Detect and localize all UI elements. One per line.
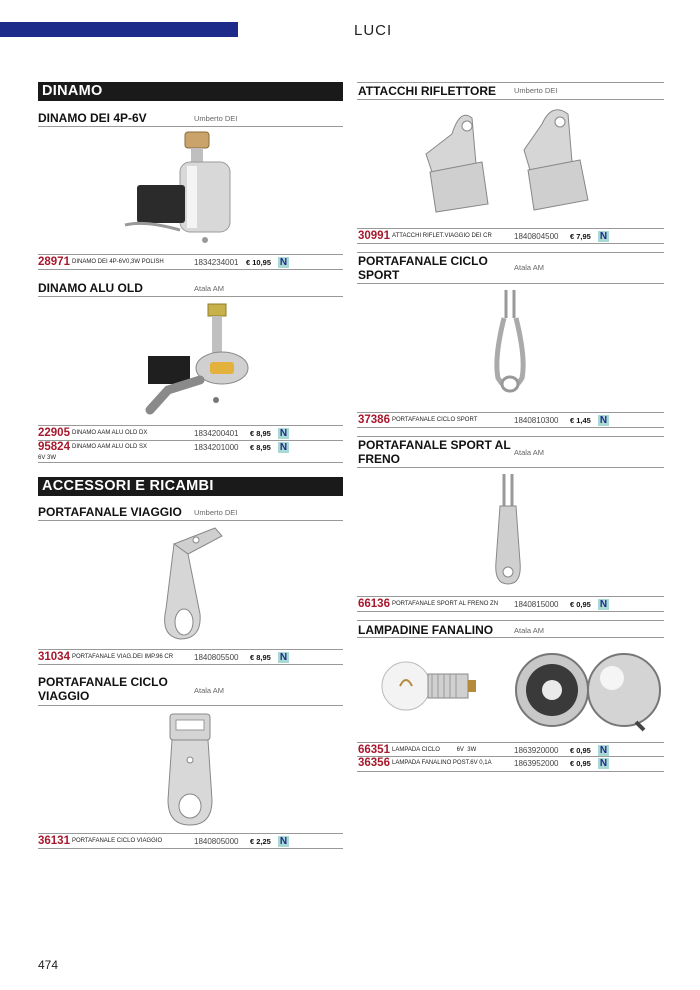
divider [38, 254, 343, 255]
product-price: € 7,95 [570, 232, 591, 241]
product-note: 6V 3W [38, 455, 57, 461]
product-ean: 1863920000 [514, 746, 559, 755]
product-ean: 1840810300 [514, 416, 559, 425]
dinamo-alu-image [140, 300, 250, 418]
divider [357, 620, 664, 621]
product-description: PORTAFANALE CICLO VIAGGIO [72, 838, 163, 844]
product-title: PORTAFANALE VIAGGIO [38, 505, 182, 519]
divider [357, 228, 664, 229]
product-code: 66136 [358, 598, 390, 610]
divider [357, 412, 664, 413]
product-code: 22905 [38, 427, 70, 439]
divider [38, 269, 343, 270]
product-brand: Atala AM [514, 263, 545, 272]
product-title-line-2: VIAGGIO [38, 689, 90, 703]
product-ean: 1840804500 [514, 232, 559, 241]
product-brand: Atala AM [194, 284, 225, 293]
new-badge: N [599, 758, 608, 769]
divider [357, 252, 664, 253]
product-ean: 1834201000 [194, 443, 239, 452]
product-price: € 0,95 [570, 600, 591, 609]
product-description: PORTAFANALE CICLO SPORT [392, 417, 478, 423]
product-code: 37386 [358, 414, 390, 426]
dinamo-dei-image [125, 130, 245, 245]
page-number: 474 [38, 958, 59, 972]
divider [357, 243, 664, 244]
product-description: DINAMO AAM ALU OLD SX [72, 444, 148, 450]
portafanale-ciclo-viaggio-image [160, 710, 220, 830]
divider [38, 440, 343, 441]
divider [357, 467, 664, 468]
divider [357, 436, 664, 437]
divider [357, 742, 664, 743]
divider [38, 664, 343, 665]
product-title: ATTACCHI RIFLETTORE [358, 84, 496, 98]
new-badge: N [279, 428, 288, 439]
product-ean: 1863952000 [514, 759, 559, 768]
product-price: € 10,95 [246, 258, 272, 267]
new-badge: N [599, 745, 608, 756]
product-description: DINAMO AAM ALU OLD DX [72, 430, 148, 436]
product-title: DINAMO ALU OLD [38, 281, 143, 295]
product-brand: Atala AM [514, 448, 545, 457]
product-price: € 8,95 [250, 429, 271, 438]
new-badge: N [599, 231, 608, 242]
divider [38, 649, 343, 650]
product-price: € 2,25 [250, 837, 271, 846]
new-badge: N [279, 257, 288, 268]
product-title-line-1: PORTAFANALE CICLO [38, 675, 168, 689]
product-price: € 8,95 [250, 653, 271, 662]
product-ean: 1840805000 [194, 837, 239, 846]
product-code: 31034 [38, 651, 70, 663]
new-badge: N [279, 442, 288, 453]
divider [38, 520, 343, 521]
product-description: PORTAFANALE SPORT AL FRENO ZN [392, 601, 499, 607]
portafanale-viaggio-image [160, 524, 240, 644]
product-description: LAMPADA CICLO 6V 3W [392, 747, 477, 753]
divider [357, 99, 664, 100]
divider [357, 283, 664, 284]
product-price: € 0,95 [570, 759, 591, 768]
divider [38, 462, 343, 463]
section-header-dinamo: DINAMO [38, 82, 343, 101]
portafanale-sport-freno-image [488, 472, 528, 590]
lampadine-fanalino-image [512, 648, 667, 733]
product-code: 30991 [358, 230, 390, 242]
product-ean: 1834234001 [194, 258, 239, 267]
new-badge: N [279, 652, 288, 663]
section-header-accessori: ACCESSORI E RICAMBI [38, 477, 343, 496]
product-title-line-2: FRENO [358, 452, 400, 466]
divider [357, 771, 664, 772]
new-badge: N [279, 836, 288, 847]
product-code: 66351 [358, 744, 390, 756]
product-title-line-1: PORTAFANALE SPORT AL [358, 438, 511, 452]
divider [357, 596, 664, 597]
product-ean: 1834200401 [194, 429, 239, 438]
divider [357, 427, 664, 428]
divider [357, 756, 664, 757]
product-brand: Atala AM [514, 626, 545, 635]
product-price: € 0,95 [570, 746, 591, 755]
product-code: 36356 [358, 757, 390, 769]
product-description: LAMPADA FANALINO POST.6V 0,1A [392, 760, 492, 766]
product-title: DINAMO DEI 4P-6V [38, 111, 147, 125]
product-ean: 1840815000 [514, 600, 559, 609]
divider [357, 637, 664, 638]
product-code: 28971 [38, 256, 70, 268]
divider [38, 833, 343, 834]
product-price: € 1,45 [570, 416, 591, 425]
product-title-line-2: SPORT [358, 268, 400, 282]
lampadina-image [374, 652, 484, 722]
divider [38, 705, 343, 706]
product-brand: Umberto DEI [514, 86, 558, 95]
divider [357, 82, 664, 83]
product-description: PORTAFANALE VIAG.DEI IMP.96 CR [72, 654, 174, 660]
product-brand: Umberto DEI [194, 508, 238, 517]
category-title: LUCI [354, 22, 393, 39]
product-brand: Atala AM [194, 686, 225, 695]
divider [38, 848, 343, 849]
portafanale-ciclo-sport-image [490, 288, 530, 403]
product-code: 95824 [38, 441, 70, 453]
divider [357, 611, 664, 612]
product-description: ATTACCHI RIFLET.VIAGGIO DEI CR [392, 233, 492, 239]
divider [38, 126, 343, 127]
product-price: € 8,95 [250, 443, 271, 452]
product-description: DINAMO DEI 4P-6V0,3W POLISH [72, 259, 164, 265]
divider [38, 296, 343, 297]
product-title: LAMPADINE FANALINO [358, 623, 494, 637]
new-badge: N [599, 599, 608, 610]
divider [38, 425, 343, 426]
attacchi-riflettore-image [412, 104, 602, 219]
product-brand: Umberto DEI [194, 114, 238, 123]
header-accent-bar [0, 22, 238, 37]
product-ean: 1840805500 [194, 653, 239, 662]
new-badge: N [599, 415, 608, 426]
product-code: 36131 [38, 835, 70, 847]
product-title-line-1: PORTAFANALE CICLO [358, 254, 488, 268]
